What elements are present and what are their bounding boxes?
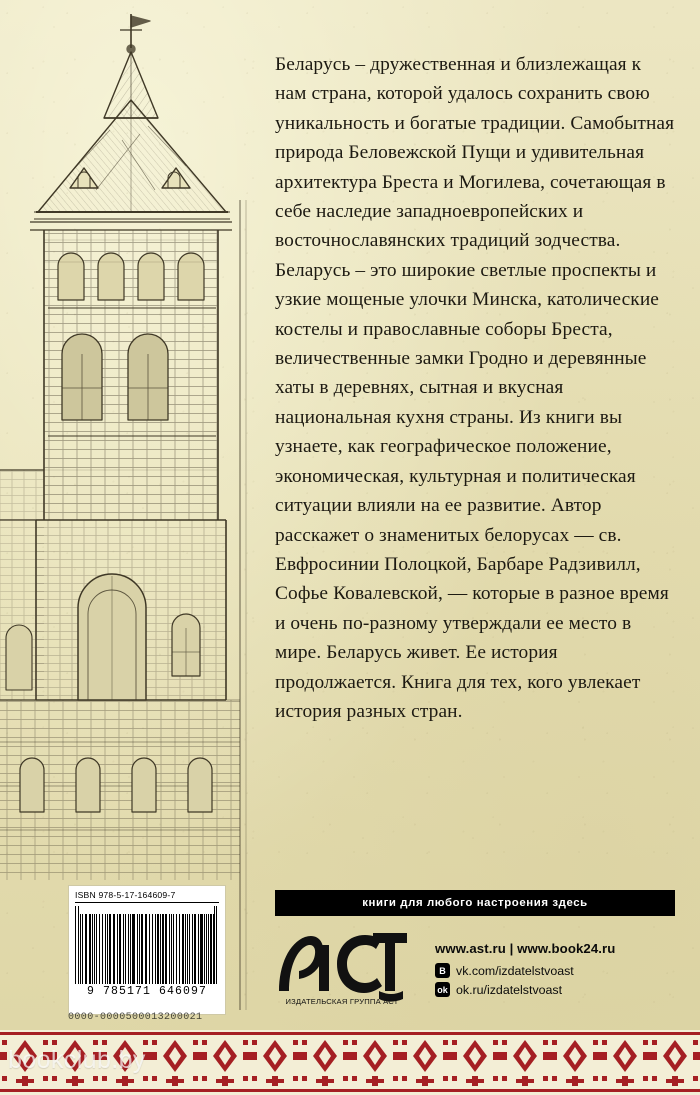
barcode-block — [68, 885, 226, 1015]
isbn-label: ISBN 978-5-17-164609-7 — [75, 890, 176, 900]
barcode-bars — [75, 906, 219, 984]
social-row-ok[interactable] — [435, 982, 675, 997]
watermark-text: bookclub.by — [8, 1046, 146, 1074]
publisher-caption: ИЗДАТЕЛЬСКАЯ ГРУППА АСТ — [285, 997, 399, 1006]
publisher-block — [275, 925, 675, 1015]
publisher-links — [435, 941, 675, 997]
website-line[interactable]: www.ast.ru | www.book24.ru — [435, 941, 616, 956]
ast-logo-icon — [275, 925, 407, 1007]
tower-illustration — [0, 0, 262, 1010]
tagline-text: книги для любого настроения здесь — [362, 897, 588, 909]
back-cover-blurb: Беларусь – дружественная и близлежащая к нам страна, которой удалось сохранить свою уникальность и богатые традиции. Самобытная природа Беловежской Пущи и удивительная архитектура Бреста и Могилева, сочетающая в себе наследие западноевропейских и восточнославянских традиций зодчества. Беларусь – это широкие светлые проспекты и узкие мощеные улочки Минска, католические костелы и православные соборы Бреста, величественные замки Гродно и деревянные хаты в деревнях, сытная и вкусная национальная кухня страны. Из книги вы узнаете, как географическое положение, экономическая, культурная и политическая ситуации влияли на ее развитие. Автор расскажет о знаменитых белорусах — св. Евфросинии Полоцкой, Барбаре Радзивилл, Софье Ковалевской, — которые в разное время и очень по-разному утверждали ее место в мире. Беларусь живет. Ее история продолжается. Книга для тех, кого увлекает история разных стран. — [275, 54, 675, 722]
tagline-bar — [275, 890, 675, 916]
ok-handle[interactable]: ok.ru/izdatelstvoast — [456, 982, 563, 997]
ok-icon: ok — [435, 982, 450, 997]
barcode-sub-digits: 0000-0000500013200021 — [68, 1012, 203, 1023]
isbn-rule — [75, 902, 219, 903]
barcode-digits: 9 785171 646097 — [86, 985, 208, 998]
vk-handle[interactable]: vk.com/izdatelstvoast — [456, 963, 574, 978]
vk-icon: B — [435, 963, 450, 978]
social-row-vk[interactable] — [435, 963, 675, 978]
folk-ornament-strip — [0, 1030, 700, 1095]
